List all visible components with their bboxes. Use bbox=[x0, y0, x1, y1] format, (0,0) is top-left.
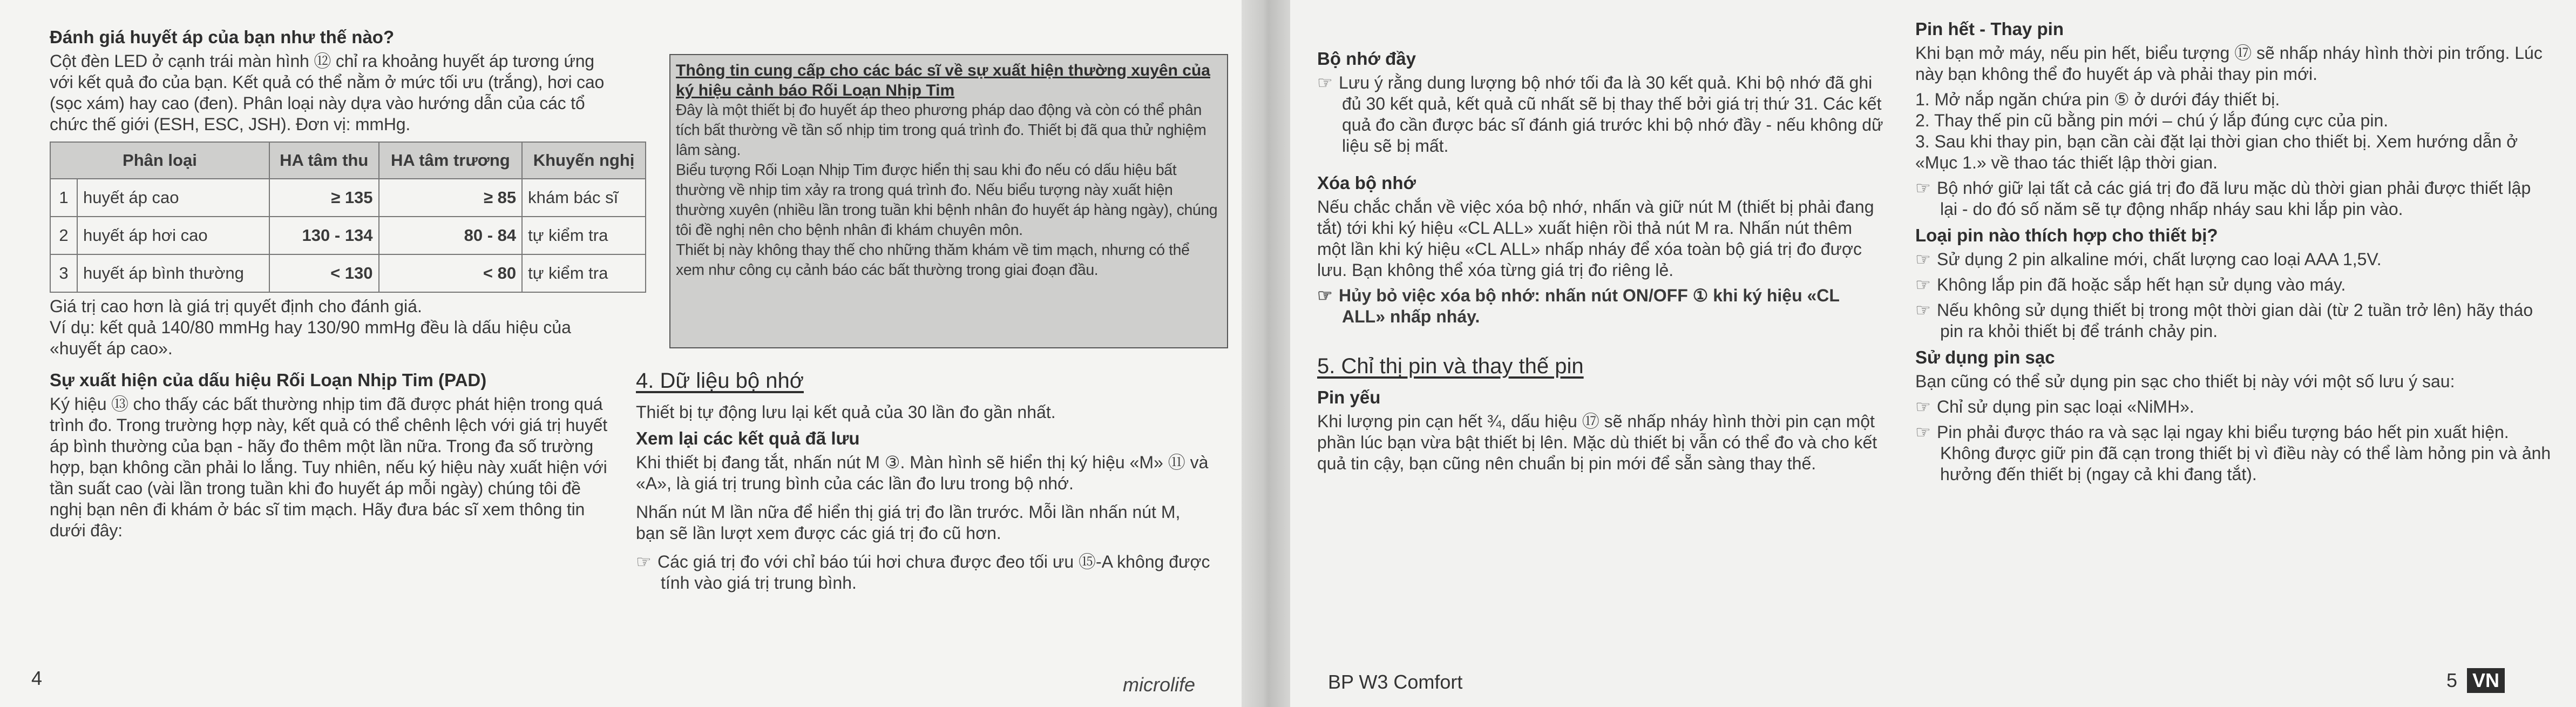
list-item bbox=[1915, 249, 2552, 270]
memory-intro: Thiết bị tự động lưu lại kết quả của 30 lần đo gần nhất. bbox=[636, 402, 1056, 422]
bp-eval-heading: Đánh giá huyết áp của bạn như thế nào? bbox=[50, 27, 395, 47]
pad-body: Ký hiệu ⑬ cho thấy các bất thường nhịp tim đã được phát hiện trong quá trình đo. Trong trường hợp này, kết quả có thể chênh lệch với giá trị huyết áp bình thường của bạn - hãy đo thêm một lần nữa. Trong đa số trường hợp, bạn không cần phải lo lắng. Tuy nhiên, nếu ký hiệu này xuất hiện với tần suất cao (vài lần trong tuần khi đo huyết áp mỗi ngày) chúng tôi đề nghị bạn nên đi khám ở bác sĩ tim mạch. Hãy đưa bác sĩ xem thông tin dưới đây: bbox=[50, 394, 607, 540]
hand-pointer-icon: ☞ bbox=[1317, 73, 1333, 92]
list-item bbox=[1915, 396, 2552, 418]
battery-type-heading: Loại pin nào thích hợp cho thiết bị? bbox=[1915, 225, 2218, 245]
row-category: huyết áp bình thường bbox=[77, 254, 269, 292]
rechargeable-body: Bạn cũng có thể sử dụng pin sạc cho thiết bị này với một số lưu ý sau: bbox=[1915, 372, 2455, 391]
memory-clear-heading: Xóa bộ nhớ bbox=[1317, 173, 1416, 193]
col-header-systolic: HA tâm thu bbox=[269, 142, 379, 179]
hand-pointer-icon: ☞ bbox=[1915, 422, 1931, 442]
review-heading: Xem lại các kết quả đã lưu bbox=[636, 428, 860, 448]
rechargeable-heading: Sử dụng pin sạc bbox=[1915, 347, 2055, 367]
memory-full-note-text: Lưu ý rằng dung lượng bộ nhớ tối đa là 30 kết quả. Khi bộ nhớ đã ghi đủ 30 kết quả, kết quả cũ nhất sẽ bị thay thế bởi giá trị thứ 31. Các kết quả đo cần được bác sĩ đánh giá trước khi bộ nhớ đầy - nếu không dữ liệu sẽ bị mất. bbox=[1339, 73, 1883, 156]
review-para: Nhấn nút M lần nữa để hiển thị giá trị đo lần trước. Mỗi lần nhấn nút M, bạn sẽ lần lượt xem được các giá trị đo cũ hơn. bbox=[636, 502, 1181, 543]
col-header-recommendation: Khuyến nghị bbox=[522, 142, 646, 179]
low-battery-body: Khi lượng pin cạn hết ¾, dấu hiệu ⑰ sẽ nhấp nháy hình thời pin cạn một phần lúc bạn vừa bật thiết bị lên. Mặc dù thiết bị vẫn có thể đo và cho kết quả tin cậy, bạn cũng nên chuẩn bị pin mới để sẵn sàng thay thế. bbox=[1317, 412, 1877, 473]
table-row bbox=[50, 254, 646, 292]
battery-type-item: Nếu không sử dụng thiết bị trong một thời gian dài (từ 2 tuần trở lên) hãy tháo pin ra khỏi thiết bị để tránh chảy pin. bbox=[1937, 300, 2533, 341]
row-diastolic: 80 - 84 bbox=[379, 217, 523, 254]
memory-clear-cancel-note bbox=[1317, 285, 1884, 327]
list-item: 2. Thay thế pin cũ bằng pin mới – chú ý lắp đúng cực của pin. bbox=[1915, 111, 2389, 130]
replace-battery-body: Khi bạn mở máy, nếu pin hết, biểu tượng ⑰ sẽ nhấp nháy hình thời pin trống. Lúc này bạn không thể đo huyết áp và phải thay pin mới. bbox=[1915, 43, 2543, 84]
row-diastolic: < 80 bbox=[379, 254, 523, 292]
row-systolic: < 130 bbox=[269, 254, 379, 292]
review-para: Khi thiết bị đang tắt, nhấn nút M ③. Màn hình sẽ hiển thị ký hiệu «M» ⑪ và «A», là giá trị trung bình của các lần đo lưu trong bộ nhớ. bbox=[636, 453, 1209, 493]
row-diastolic: ≥ 85 bbox=[379, 179, 523, 217]
info-box-title: Thông tin cung cấp cho các bác sĩ về sự xuất hiện thường xuyên của ký hiệu cảnh báo Rối Loạn Nhịp Tim bbox=[676, 62, 1210, 99]
left-column bbox=[50, 27, 635, 546]
hand-pointer-icon: ☞ bbox=[1915, 250, 1931, 269]
info-box-para: Thiết bị này không thay thế cho những thăm khám về tim mạch, nhưng có thể xem như công cụ cảnh báo các bất thường trong giai đoạn đầu. bbox=[676, 241, 1190, 279]
memory-clear-body: Nếu chắc chắn về việc xóa bộ nhớ, nhấn và giữ nút M (thiết bị phải đang tắt) tới khi ký hiệu «CL ALL» xuất hiện rồi thả nút M ra. Nhấn nút thêm một lần khi ký hiệu «CL ALL» nhấp nháy để xóa toàn bộ giá trị đo được lưu. Bạn không thể xóa từng giá trị đo riêng lẻ. bbox=[1317, 197, 1874, 280]
table-row bbox=[50, 179, 646, 217]
hand-pointer-icon: ☞ bbox=[1915, 178, 1931, 198]
memory-section-title: 4. Dữ liệu bộ nhớ bbox=[636, 369, 804, 393]
rechargeable-item: Pin phải được tháo ra và sạc lại ngay khi biểu tượng báo hết pin xuất hiện. Không được giữ pin đã cạn trong thiết bị vì điều này có thể làm hỏng pin và ảnh hưởng đến thiết bị (ngay cả khi đang tắt). bbox=[1937, 422, 2551, 484]
page-number-right: 5 bbox=[2446, 669, 2458, 691]
table-footnote: Giá trị cao hơn là giá trị quyết định cho đánh giá. bbox=[50, 297, 422, 316]
list-item bbox=[1915, 274, 2552, 295]
hand-pointer-icon: ☞ bbox=[1317, 286, 1333, 305]
review-note-text: Các giá trị đo với chỉ báo túi hơi chưa được đeo tối ưu ⑮-A không được tính vào giá trị trung bình. bbox=[657, 552, 1210, 592]
hand-pointer-icon: ☞ bbox=[1915, 397, 1931, 416]
memory-full-note bbox=[1317, 72, 1884, 157]
row-systolic: 130 - 134 bbox=[269, 217, 379, 254]
col-header-category: Phân loại bbox=[50, 142, 269, 179]
info-box-para: Biểu tượng Rối Loạn Nhịp Tim được hiển thị sau khi đo nếu có dấu hiệu bất thường về nhịp tim xảy ra trong quá trình đo. Nếu biểu tượng này xuất hiện thường xuyên (nhiều lần trong tuần khi bệnh nhân đo huyết áp hàng ngày), chúng tôi đề nghị nên cho bệnh nhân đi khám chuyên môn. bbox=[676, 161, 1218, 239]
page-number-left: 4 bbox=[31, 667, 43, 689]
low-battery-heading: Pin yếu bbox=[1317, 387, 1381, 407]
list-item bbox=[1915, 422, 2552, 485]
replace-battery-heading: Pin hết - Thay pin bbox=[1915, 19, 2064, 39]
bp-classification-table bbox=[50, 142, 646, 293]
hand-pointer-icon: ☞ bbox=[636, 552, 652, 571]
language-badge: VN bbox=[2467, 668, 2505, 693]
replace-steps-list bbox=[1915, 89, 2552, 173]
list-item: 1. Mở nắp ngăn chứa pin ⑤ ở dưới đáy thiết bị. bbox=[1915, 90, 2280, 109]
row-category: huyết áp hơi cao bbox=[77, 217, 269, 254]
right-page bbox=[1290, 0, 2576, 707]
table-header-row bbox=[50, 142, 646, 179]
pad-heading: Sự xuất hiện của dấu hiệu Rối Loạn Nhịp Tim (PAD) bbox=[50, 370, 487, 390]
row-systolic: ≥ 135 bbox=[269, 179, 379, 217]
model-name: BP W3 Comfort bbox=[1328, 671, 1463, 693]
right-left-column bbox=[1317, 43, 1884, 479]
book-gutter bbox=[1242, 0, 1290, 707]
info-box-para: Đây là một thiết bị đo huyết áp theo phương pháp dao động và còn có thể phân tích bất thường về tần số nhịp tim trong quá trình đo. Thiết bị đã qua thử nghiệm lâm sàng. bbox=[676, 102, 1206, 159]
table-row bbox=[50, 217, 646, 254]
row-number: 2 bbox=[50, 217, 77, 254]
battery-type-item: Không lắp pin đã hoặc sắp hết hạn sử dụng vào máy. bbox=[1937, 275, 2346, 294]
row-category: huyết áp cao bbox=[77, 179, 269, 217]
hand-pointer-icon: ☞ bbox=[1915, 275, 1931, 294]
bp-eval-body: Cột đèn LED ở cạnh trái màn hình ⑫ chỉ ra khoảng huyết áp tương ứng với kết quả đo của bạn. Kết quả có thể nằm ở mức tối ưu (trắng), hơi cao (sọc xám) hay cao (đen). Phân loại này dựa vào hướng dẫn của các tổ chức thế giới (ESH, ESC, JSH). Đơn vị: mmHg. bbox=[50, 51, 605, 134]
battery-section-title: 5. Chỉ thị pin và thay thế pin bbox=[1317, 354, 1584, 378]
brand-logo: microlife bbox=[1123, 674, 1196, 696]
replace-note-text: Bộ nhớ giữ lại tất cả các giá trị đo đã lưu mặc dù thời gian phải được thiết lập lại - do đó số năm sẽ tự động nhấp nháy sau khi lắp pin vào. bbox=[1937, 178, 2531, 219]
battery-type-item: Sử dụng 2 pin alkaline mới, chất lượng cao loại AAA 1,5V. bbox=[1937, 250, 2382, 269]
list-item bbox=[1915, 300, 2552, 342]
right-right-column bbox=[1915, 19, 2552, 489]
rechargeable-item: Chỉ sử dụng pin sạc loại «NiMH». bbox=[1937, 397, 2194, 416]
row-recommendation: khám bác sĩ bbox=[522, 179, 646, 217]
col-header-diastolic: HA tâm trương bbox=[379, 142, 523, 179]
memory-clear-cancel-text: Hủy bỏ việc xóa bộ nhớ: nhấn nút ON/OFF ① khi ký hiệu «CL ALL» nhấp nháy. bbox=[1339, 286, 1840, 326]
memory-full-heading: Bộ nhớ đầy bbox=[1317, 49, 1416, 69]
review-note bbox=[636, 551, 1214, 594]
memory-section bbox=[636, 359, 1214, 598]
left-page bbox=[0, 0, 1242, 707]
doctor-info-box bbox=[669, 54, 1228, 348]
row-recommendation: tự kiểm tra bbox=[522, 217, 646, 254]
row-number: 1 bbox=[50, 179, 77, 217]
list-item: 3. Sau khi thay pin, bạn cần cài đặt lại thời gian cho thiết bị. Xem hướng dẫn ở «Mục 1.» về thao tác thiết lập thời gian. bbox=[1915, 132, 2518, 172]
bp-example: Ví dụ: kết quả 140/80 mmHg hay 130/90 mmHg đều là dấu hiệu của «huyết áp cao». bbox=[50, 318, 571, 358]
replace-note bbox=[1915, 178, 2552, 220]
row-recommendation: tự kiểm tra bbox=[522, 254, 646, 292]
hand-pointer-icon: ☞ bbox=[1915, 300, 1931, 320]
row-number: 3 bbox=[50, 254, 77, 292]
